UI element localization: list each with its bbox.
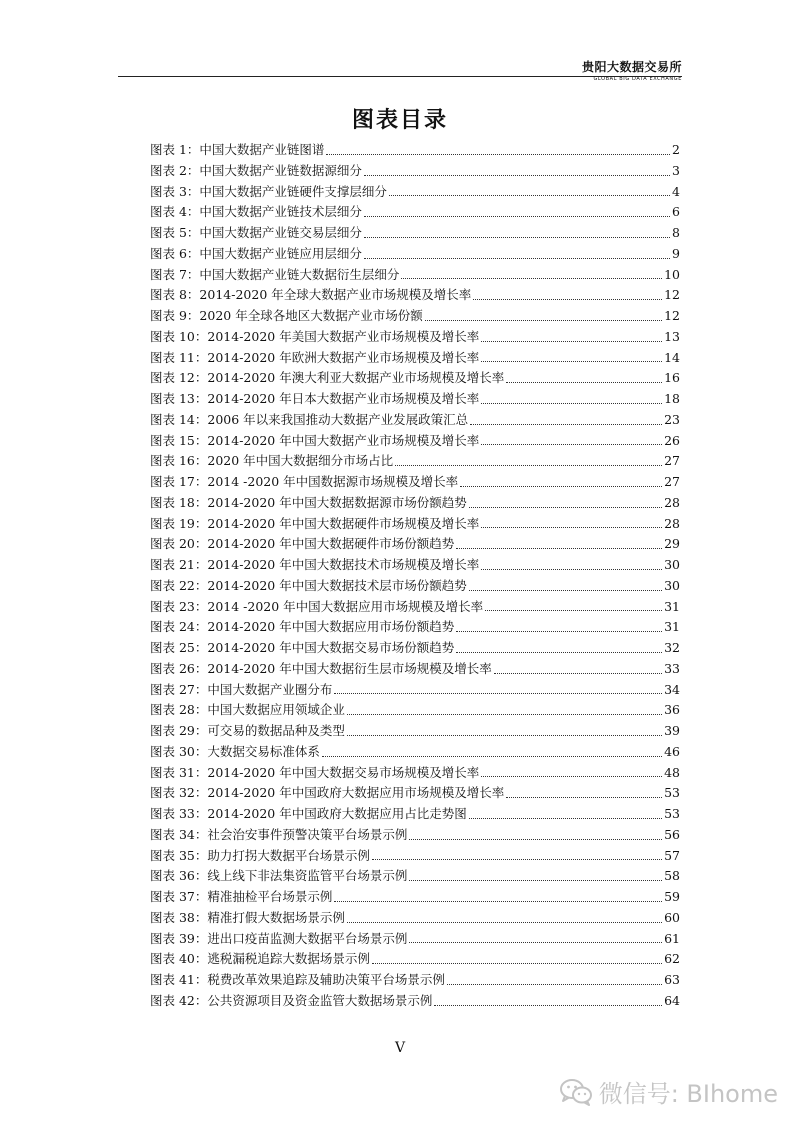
toc-entry-label: 图表 29：可交易的数据品种及类型 bbox=[150, 723, 345, 738]
toc-entry-label: 图表 33：2014-2020 年中国政府大数据应用占比走势图 bbox=[150, 806, 467, 821]
toc-entry-page: 10 bbox=[664, 266, 680, 282]
toc-leader-dots bbox=[481, 776, 662, 777]
toc-entry-label: 图表 4：中国大数据产业链技术层细分 bbox=[150, 204, 362, 220]
toc-entry-label: 图表 7：中国大数据产业链大数据衍生层细分 bbox=[150, 266, 400, 282]
toc-leader-dots bbox=[473, 299, 662, 300]
toc-entry-label: 图表 23：2014 -2020 年中国大数据应用市场规模及增长率 bbox=[150, 598, 484, 614]
toc-entry-label: 图表 26：2014-2020 年中国大数据衍生层市场规模及增长率 bbox=[150, 660, 492, 676]
toc-entry-label: 图表 13：2014-2020 年日本大数据产业市场规模及增长率 bbox=[150, 391, 480, 406]
table-of-figures bbox=[150, 140, 680, 1012]
toc-entry-label: 图表 19：2014-2020 年中国大数据硬件市场规模及增长率 bbox=[150, 515, 480, 531]
toc-leader-dots bbox=[481, 527, 662, 528]
toc-entry[interactable] bbox=[150, 306, 680, 327]
toc-leader-dots bbox=[372, 859, 662, 860]
toc-entry[interactable] bbox=[150, 368, 680, 389]
brand-name-en: GLOBAL BIG DATA EXCHANGE bbox=[593, 76, 682, 82]
toc-leader-dots bbox=[469, 507, 662, 508]
toc-entry[interactable] bbox=[150, 410, 680, 431]
toc-entry[interactable] bbox=[150, 887, 680, 908]
toc-entry[interactable] bbox=[150, 202, 680, 223]
toc-entry[interactable] bbox=[150, 597, 680, 618]
toc-entry-label: 图表 22：2014-2020 年中国大数据技术层市场份额趋势 bbox=[150, 577, 467, 593]
watermark bbox=[559, 1074, 778, 1109]
toc-entry[interactable] bbox=[150, 472, 680, 493]
header-divider bbox=[118, 76, 682, 77]
toc-entry[interactable] bbox=[150, 576, 680, 597]
toc-leader-dots bbox=[389, 195, 670, 196]
toc-entry[interactable] bbox=[150, 327, 680, 348]
toc-entry-page: 39 bbox=[664, 723, 680, 738]
toc-entry[interactable] bbox=[150, 182, 680, 203]
toc-leader-dots bbox=[326, 154, 670, 155]
toc-entry-page: 60 bbox=[664, 909, 680, 925]
toc-entry-page: 29 bbox=[664, 536, 680, 552]
toc-entry-page: 27 bbox=[664, 474, 680, 489]
toc-leader-dots bbox=[506, 382, 662, 383]
toc-entry-label: 图表 34：社会治安事件预警决策平台场景示例 bbox=[150, 826, 408, 842]
toc-entry-page: 64 bbox=[664, 992, 680, 1008]
toc-entry-page: 59 bbox=[664, 889, 680, 904]
toc-entry-label: 图表 41：税费改革效果追踪及辅助决策平台场景示例 bbox=[150, 972, 445, 987]
toc-leader-dots bbox=[469, 818, 662, 819]
toc-entry-label: 图表 31：2014-2020 年中国大数据交易市场规模及增长率 bbox=[150, 764, 480, 780]
toc-entry-page: 62 bbox=[664, 951, 680, 967]
toc-entry[interactable] bbox=[150, 265, 680, 286]
toc-leader-dots bbox=[334, 901, 662, 902]
toc-entry-page: 53 bbox=[664, 785, 680, 801]
page-title: 图表目录 bbox=[351, 107, 448, 133]
toc-entry-label: 图表 24：2014-2020 年中国大数据应用市场份额趋势 bbox=[150, 619, 455, 635]
toc-entry-page: 28 bbox=[664, 494, 680, 510]
toc-entry-page: 61 bbox=[664, 930, 680, 946]
toc-leader-dots bbox=[470, 424, 662, 425]
toc-entry[interactable] bbox=[150, 617, 680, 638]
toc-leader-dots bbox=[395, 465, 662, 466]
toc-entry-label: 图表 15：2014-2020 年中国大数据产业市场规模及增长率 bbox=[150, 432, 480, 448]
toc-leader-dots bbox=[334, 693, 662, 694]
toc-entry-label: 图表 17：2014 -2020 年中国数据源市场规模及增长率 bbox=[150, 474, 459, 489]
toc-entry[interactable] bbox=[150, 721, 680, 742]
toc-leader-dots bbox=[485, 610, 662, 611]
page-number: V bbox=[394, 1040, 406, 1056]
toc-entry-label: 图表 5：中国大数据产业链交易层细分 bbox=[150, 225, 362, 240]
toc-entry[interactable] bbox=[150, 970, 680, 991]
brand-name-cn: 贵阳大数据交易所 bbox=[581, 60, 682, 74]
toc-entry-page: 27 bbox=[664, 453, 680, 469]
toc-entry-label: 图表 14：2006 年以来我国推动大数据产业发展政策汇总 bbox=[150, 411, 469, 427]
toc-entry-label: 图表 38：精准打假大数据场景示例 bbox=[150, 909, 345, 925]
toc-entry-label: 图表 27：中国大数据产业圈分布 bbox=[150, 681, 333, 697]
toc-entry[interactable] bbox=[150, 700, 680, 721]
toc-leader-dots bbox=[481, 341, 662, 342]
toc-entry-label: 图表 18：2014-2020 年中国大数据数据源市场份额趋势 bbox=[150, 494, 467, 510]
toc-entry-label: 图表 40：逃税漏税追踪大数据场景示例 bbox=[150, 951, 370, 967]
toc-entry-page: 30 bbox=[664, 557, 680, 572]
toc-leader-dots bbox=[481, 403, 662, 404]
toc-entry-page: 57 bbox=[664, 847, 680, 863]
toc-entry-page: 23 bbox=[664, 411, 680, 427]
toc-leader-dots bbox=[372, 963, 662, 964]
toc-entry-page: 36 bbox=[664, 702, 680, 718]
toc-entry[interactable] bbox=[150, 451, 680, 472]
toc-entry-page: 46 bbox=[664, 743, 680, 759]
toc-entry-label: 图表 16：2020 年中国大数据细分市场占比 bbox=[150, 453, 394, 469]
toc-entry-page: 14 bbox=[664, 349, 680, 365]
toc-entry-label: 图表 1：中国大数据产业链图谱 bbox=[150, 142, 325, 157]
toc-entry-page: 2 bbox=[672, 142, 680, 157]
toc-leader-dots bbox=[347, 714, 662, 715]
toc-leader-dots bbox=[347, 735, 662, 736]
toc-entry-label: 图表 3：中国大数据产业链硬件支撑层细分 bbox=[150, 183, 387, 199]
toc-entry-label: 图表 36：线上线下非法集资监管平台场景示例 bbox=[150, 868, 408, 884]
toc-leader-dots bbox=[434, 1005, 662, 1006]
toc-entry[interactable] bbox=[150, 638, 680, 659]
toc-entry-page: 31 bbox=[664, 598, 680, 614]
toc-entry-page: 34 bbox=[664, 681, 680, 697]
toc-entry-label: 图表 20：2014-2020 年中国大数据硬件市场份额趋势 bbox=[150, 536, 455, 552]
toc-entry-page: 28 bbox=[664, 515, 680, 531]
toc-entry-label: 图表 37：精准抽检平台场景示例 bbox=[150, 889, 333, 904]
toc-entry-label: 图表 12：2014-2020 年澳大利亚大数据产业市场规模及增长率 bbox=[150, 370, 505, 386]
toc-entry-label: 图表 35：助力打拐大数据平台场景示例 bbox=[150, 847, 370, 863]
toc-entry-page: 26 bbox=[664, 432, 680, 448]
wechat-icon bbox=[559, 1078, 593, 1106]
watermark-text: 微信号: BIhome bbox=[598, 1080, 778, 1108]
toc-leader-dots bbox=[469, 590, 662, 591]
toc-entry[interactable] bbox=[150, 244, 680, 265]
toc-entry[interactable] bbox=[150, 908, 680, 929]
toc-entry-page: 6 bbox=[672, 204, 680, 220]
toc-entry[interactable] bbox=[150, 514, 680, 535]
toc-entry-page: 63 bbox=[664, 972, 680, 987]
toc-leader-dots bbox=[364, 258, 670, 259]
toc-entry-page: 9 bbox=[672, 245, 680, 261]
toc-entry-label: 图表 8：2014-2020 年全球大数据产业市场规模及增长率 bbox=[150, 287, 472, 303]
header-brand bbox=[582, 58, 682, 82]
toc-entry[interactable] bbox=[150, 431, 680, 452]
toc-leader-dots bbox=[409, 839, 662, 840]
toc-entry[interactable] bbox=[150, 783, 680, 804]
toc-leader-dots bbox=[481, 361, 662, 362]
toc-entry-page: 31 bbox=[664, 619, 680, 635]
toc-leader-dots bbox=[460, 486, 662, 487]
toc-leader-dots bbox=[481, 444, 662, 445]
toc-entry[interactable] bbox=[150, 991, 680, 1012]
toc-entry-page: 12 bbox=[664, 308, 680, 323]
toc-entry[interactable] bbox=[150, 161, 680, 182]
toc-entry[interactable] bbox=[150, 223, 680, 244]
toc-entry-label: 图表 9：2020 年全球各地区大数据产业市场份额 bbox=[150, 308, 423, 323]
toc-leader-dots bbox=[322, 756, 662, 757]
toc-entry-page: 32 bbox=[664, 640, 680, 655]
toc-entry-label: 图表 6：中国大数据产业链应用层细分 bbox=[150, 245, 362, 261]
toc-entry-label: 图表 28：中国大数据应用领域企业 bbox=[150, 702, 345, 718]
toc-leader-dots bbox=[494, 673, 662, 674]
toc-leader-dots bbox=[409, 880, 662, 881]
toc-entry[interactable] bbox=[150, 866, 680, 887]
toc-entry[interactable] bbox=[150, 140, 680, 161]
toc-leader-dots bbox=[409, 942, 662, 943]
toc-entry[interactable] bbox=[150, 804, 680, 825]
toc-entry-page: 53 bbox=[664, 806, 680, 821]
toc-leader-dots bbox=[364, 216, 670, 217]
toc-entry[interactable] bbox=[150, 929, 680, 950]
toc-entry[interactable] bbox=[150, 534, 680, 555]
toc-entry-page: 48 bbox=[664, 764, 680, 780]
toc-entry-label: 图表 11：2014-2020 年欧洲大数据产业市场规模及增长率 bbox=[150, 349, 480, 365]
toc-entry-label: 图表 39：进出口疫苗监测大数据平台场景示例 bbox=[150, 930, 408, 946]
toc-leader-dots bbox=[481, 569, 662, 570]
toc-entry[interactable] bbox=[150, 348, 680, 369]
toc-entry-page: 58 bbox=[664, 868, 680, 884]
toc-leader-dots bbox=[506, 797, 662, 798]
toc-entry-page: 18 bbox=[664, 391, 680, 406]
toc-leader-dots bbox=[364, 175, 670, 176]
toc-leader-dots bbox=[364, 237, 670, 238]
toc-entry-label: 图表 25：2014-2020 年中国大数据交易市场份额趋势 bbox=[150, 640, 455, 655]
toc-leader-dots bbox=[401, 278, 662, 279]
toc-entry-page: 56 bbox=[664, 826, 680, 842]
toc-entry[interactable] bbox=[150, 285, 680, 306]
toc-entry[interactable] bbox=[150, 493, 680, 514]
toc-entry-label: 图表 32：2014-2020 年中国政府大数据应用市场规模及增长率 bbox=[150, 785, 505, 801]
toc-leader-dots bbox=[456, 548, 662, 549]
toc-entry[interactable] bbox=[150, 659, 680, 680]
toc-entry[interactable] bbox=[150, 555, 680, 576]
toc-entry-page: 8 bbox=[672, 225, 680, 240]
toc-leader-dots bbox=[456, 652, 662, 653]
toc-entry-label: 图表 10：2014-2020 年美国大数据产业市场规模及增长率 bbox=[150, 328, 480, 344]
toc-entry[interactable] bbox=[150, 763, 680, 784]
toc-entry-page: 12 bbox=[664, 287, 680, 303]
toc-entry[interactable] bbox=[150, 825, 680, 846]
toc-leader-dots bbox=[456, 631, 662, 632]
toc-entry-page: 13 bbox=[664, 328, 680, 344]
toc-entry[interactable] bbox=[150, 389, 680, 410]
toc-entry-label: 图表 42：公共资源项目及资金监管大数据场景示例 bbox=[150, 992, 433, 1008]
toc-leader-dots bbox=[447, 984, 662, 985]
toc-leader-dots bbox=[347, 922, 662, 923]
toc-entry-label: 图表 2：中国大数据产业链数据源细分 bbox=[150, 162, 362, 178]
toc-entry[interactable] bbox=[150, 949, 680, 970]
toc-entry-page: 3 bbox=[672, 162, 680, 178]
toc-entry-label: 图表 21：2014-2020 年中国大数据技术市场规模及增长率 bbox=[150, 557, 480, 572]
toc-entry-page: 4 bbox=[672, 183, 680, 199]
toc-entry[interactable] bbox=[150, 680, 680, 701]
toc-entry-page: 33 bbox=[664, 660, 680, 676]
toc-entry-page: 16 bbox=[664, 370, 680, 386]
toc-leader-dots bbox=[425, 320, 662, 321]
toc-entry[interactable] bbox=[150, 846, 680, 867]
toc-entry-page: 30 bbox=[664, 577, 680, 593]
toc-entry-label: 图表 30：大数据交易标准体系 bbox=[150, 743, 320, 759]
toc-entry[interactable] bbox=[150, 742, 680, 763]
